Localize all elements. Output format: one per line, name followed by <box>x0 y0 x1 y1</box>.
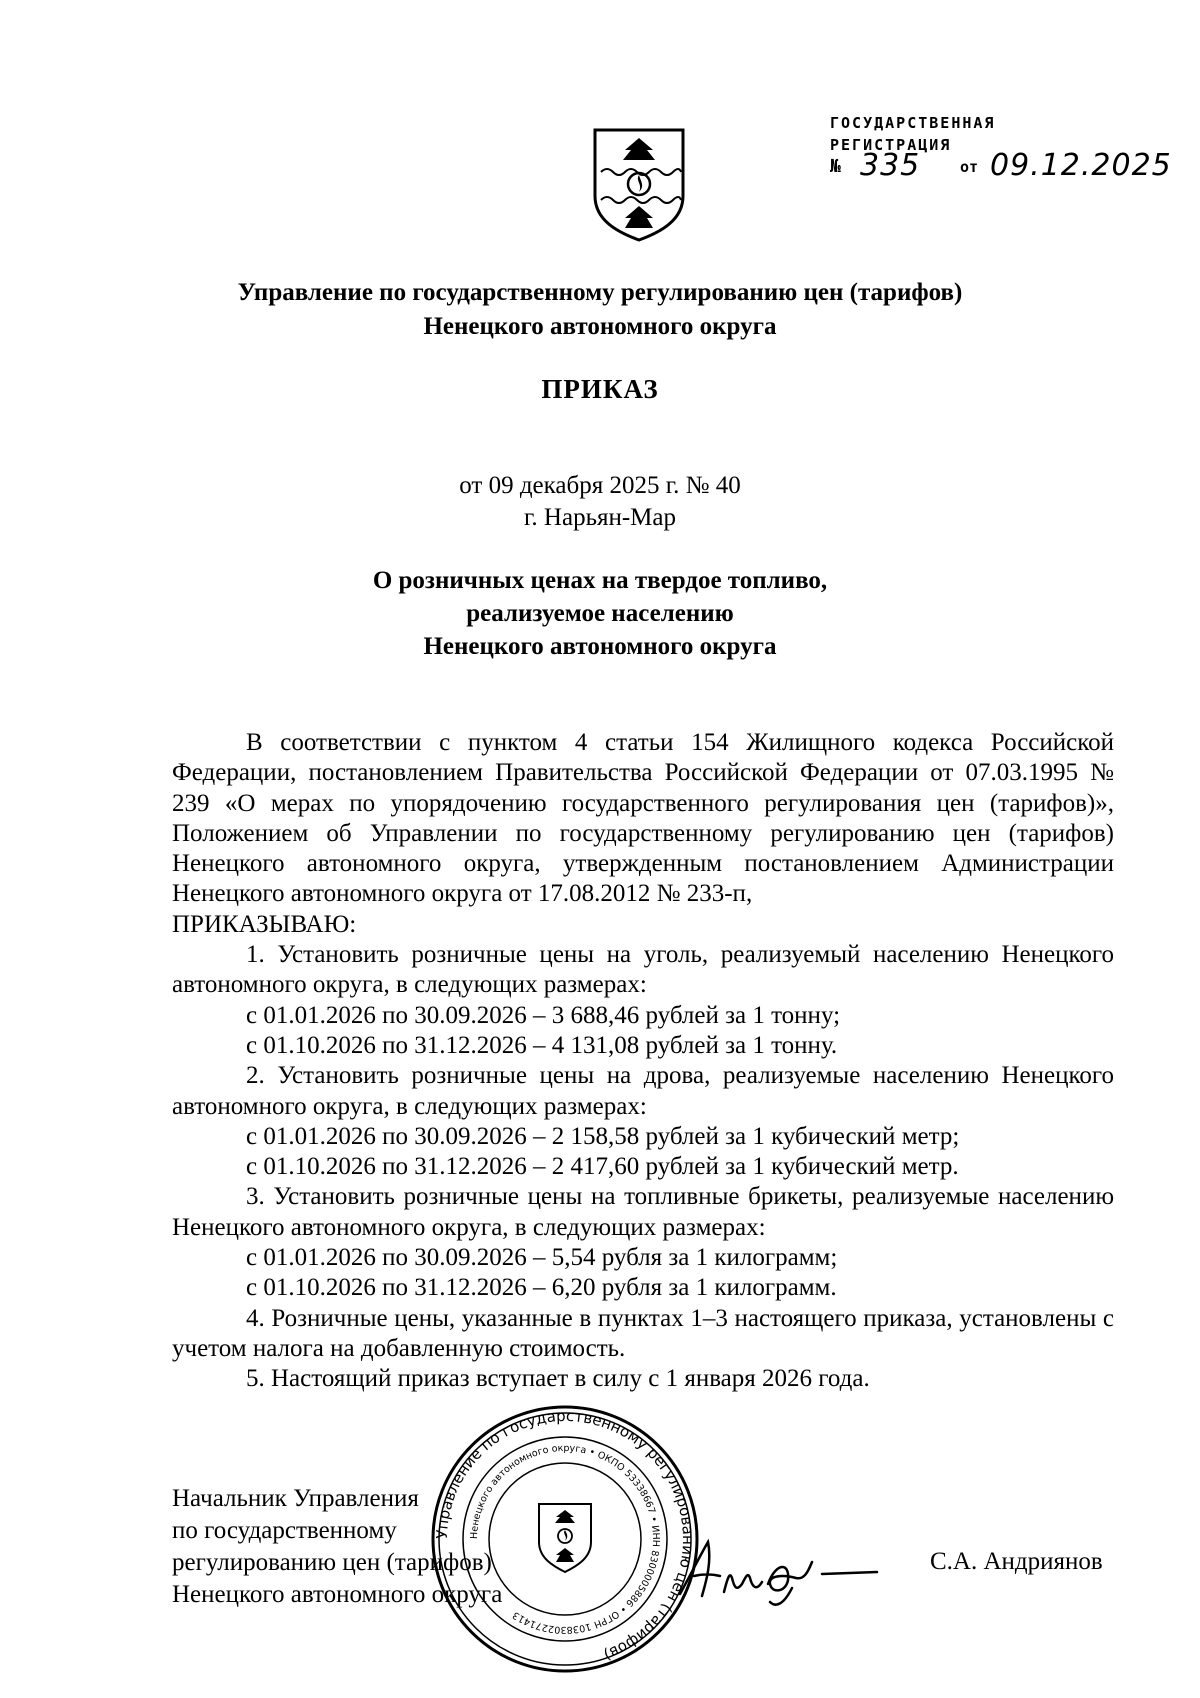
registration-num-label: № <box>830 156 841 177</box>
position-line2: по государственному <box>172 1517 397 1544</box>
position-line3: регулированию цен (тарифов) <box>172 1549 492 1576</box>
item-3-price-a: с 01.01.2026 по 30.09.2026 – 5,54 рубля за 1 килограмм; <box>246 1244 838 1272</box>
handwritten-signature <box>672 1532 882 1612</box>
document-title: ПРИКАЗ <box>541 374 659 404</box>
document-subject <box>0 564 1200 663</box>
position-line1: Начальник Управления <box>172 1485 419 1512</box>
subject-line2: реализуемое населению <box>466 600 734 627</box>
coat-of-arms-emblem <box>591 126 687 244</box>
seal-emblem <box>539 1504 591 1572</box>
city-line: г. Нарьян-Мар <box>523 504 676 531</box>
signatory-name: С.А. Андриянов <box>930 1548 1103 1575</box>
org-line2: Ненецкого автономного округа <box>423 313 777 340</box>
item-2-price-b: с 01.10.2026 по 31.12.2026 – 2 417,60 рублей за 1 кубический метр. <box>246 1153 959 1181</box>
date-line: от 09 декабря 2025 г. № 40 <box>459 472 741 499</box>
order-word: ПРИКАЗЫВАЮ: <box>172 910 357 938</box>
subject-line3: Ненецкого автономного округа <box>423 633 777 660</box>
item-5: 5. Настоящий приказ вступает в силу с 1 января 2026 года. <box>246 1365 870 1393</box>
official-seal-stamp <box>430 1404 700 1674</box>
item-1-price-b: с 01.10.2026 по 31.12.2026 – 4 131,08 рублей за 1 тонну. <box>246 1031 838 1059</box>
organization-name <box>0 276 1200 344</box>
item-1-price-a: с 01.01.2026 по 30.09.2026 – 3 688,46 рублей за 1 тонну; <box>246 1001 841 1029</box>
svg-text:Ненецкого автономного округа • <box>469 1443 661 1635</box>
item-1: 1. Установить розничные цены на уголь, реализуемый населению Ненецкого автономного округа, в следующих размерах: <box>172 941 1114 999</box>
item-2-price-a: с 01.01.2026 по 30.09.2026 – 2 158,58 рублей за 1 кубический метр; <box>246 1122 960 1150</box>
seal-outer-text: Управление по государственному регулированию цен (тарифов) <box>432 1406 698 1664</box>
seal-inner-text: Ненецкого автономного округа • ОКПО 53338667 • ИНН 8300005886 • ОГРН 1038302271413 <box>468 1442 662 1636</box>
registration-from-label: от <box>960 158 979 176</box>
document-date <box>0 470 1200 534</box>
subject-line1: О розничных ценах на твердое топливо, <box>372 567 828 594</box>
item-4: 4. Розничные цены, указанные в пунктах 1–3 настоящего приказа, установлены с учетом налога на добавленную стоимость. <box>172 1304 1114 1362</box>
registration-line1: ГОСУДАРСТВЕННАЯ <box>830 114 996 132</box>
registration-date: 09.12.2025 <box>990 148 1172 183</box>
preamble: В соответствии с пунктом 4 статьи 154 Жилищного кодекса Российской Федерации, постановлением Правительства Российской Федерации от 07.03.1995 № 239 «О мерах по упорядочению государственного регулирования цен (тарифов)», Положением об Управлении по государственному регулированию цен (тарифов) Ненецкого автономного округа, утвержденным постановлением Администрации Ненецкого автономного округа от 17.08.2012 № 233-п, <box>172 729 1114 908</box>
document-body <box>172 728 1114 1395</box>
item-3-price-b: с 01.10.2026 по 31.12.2026 – 6,20 рубля за 1 килограмм. <box>246 1274 837 1302</box>
registration-line2: РЕГИСТРАЦИЯ <box>830 136 952 154</box>
position-line4: Ненецкого автономного округа <box>172 1581 503 1608</box>
item-3: 3. Установить розничные цены на топливные брикеты, реализуемые населению Ненецкого автономного округа, в следующих размерах: <box>172 1183 1114 1241</box>
item-2: 2. Установить розничные цены на дрова, реализуемые населению Ненецкого автономного округа, в следующих размерах: <box>172 1062 1114 1120</box>
org-line1: Управление по государственному регулированию цен (тарифов) <box>237 279 963 306</box>
registration-number: 335 <box>860 148 921 183</box>
